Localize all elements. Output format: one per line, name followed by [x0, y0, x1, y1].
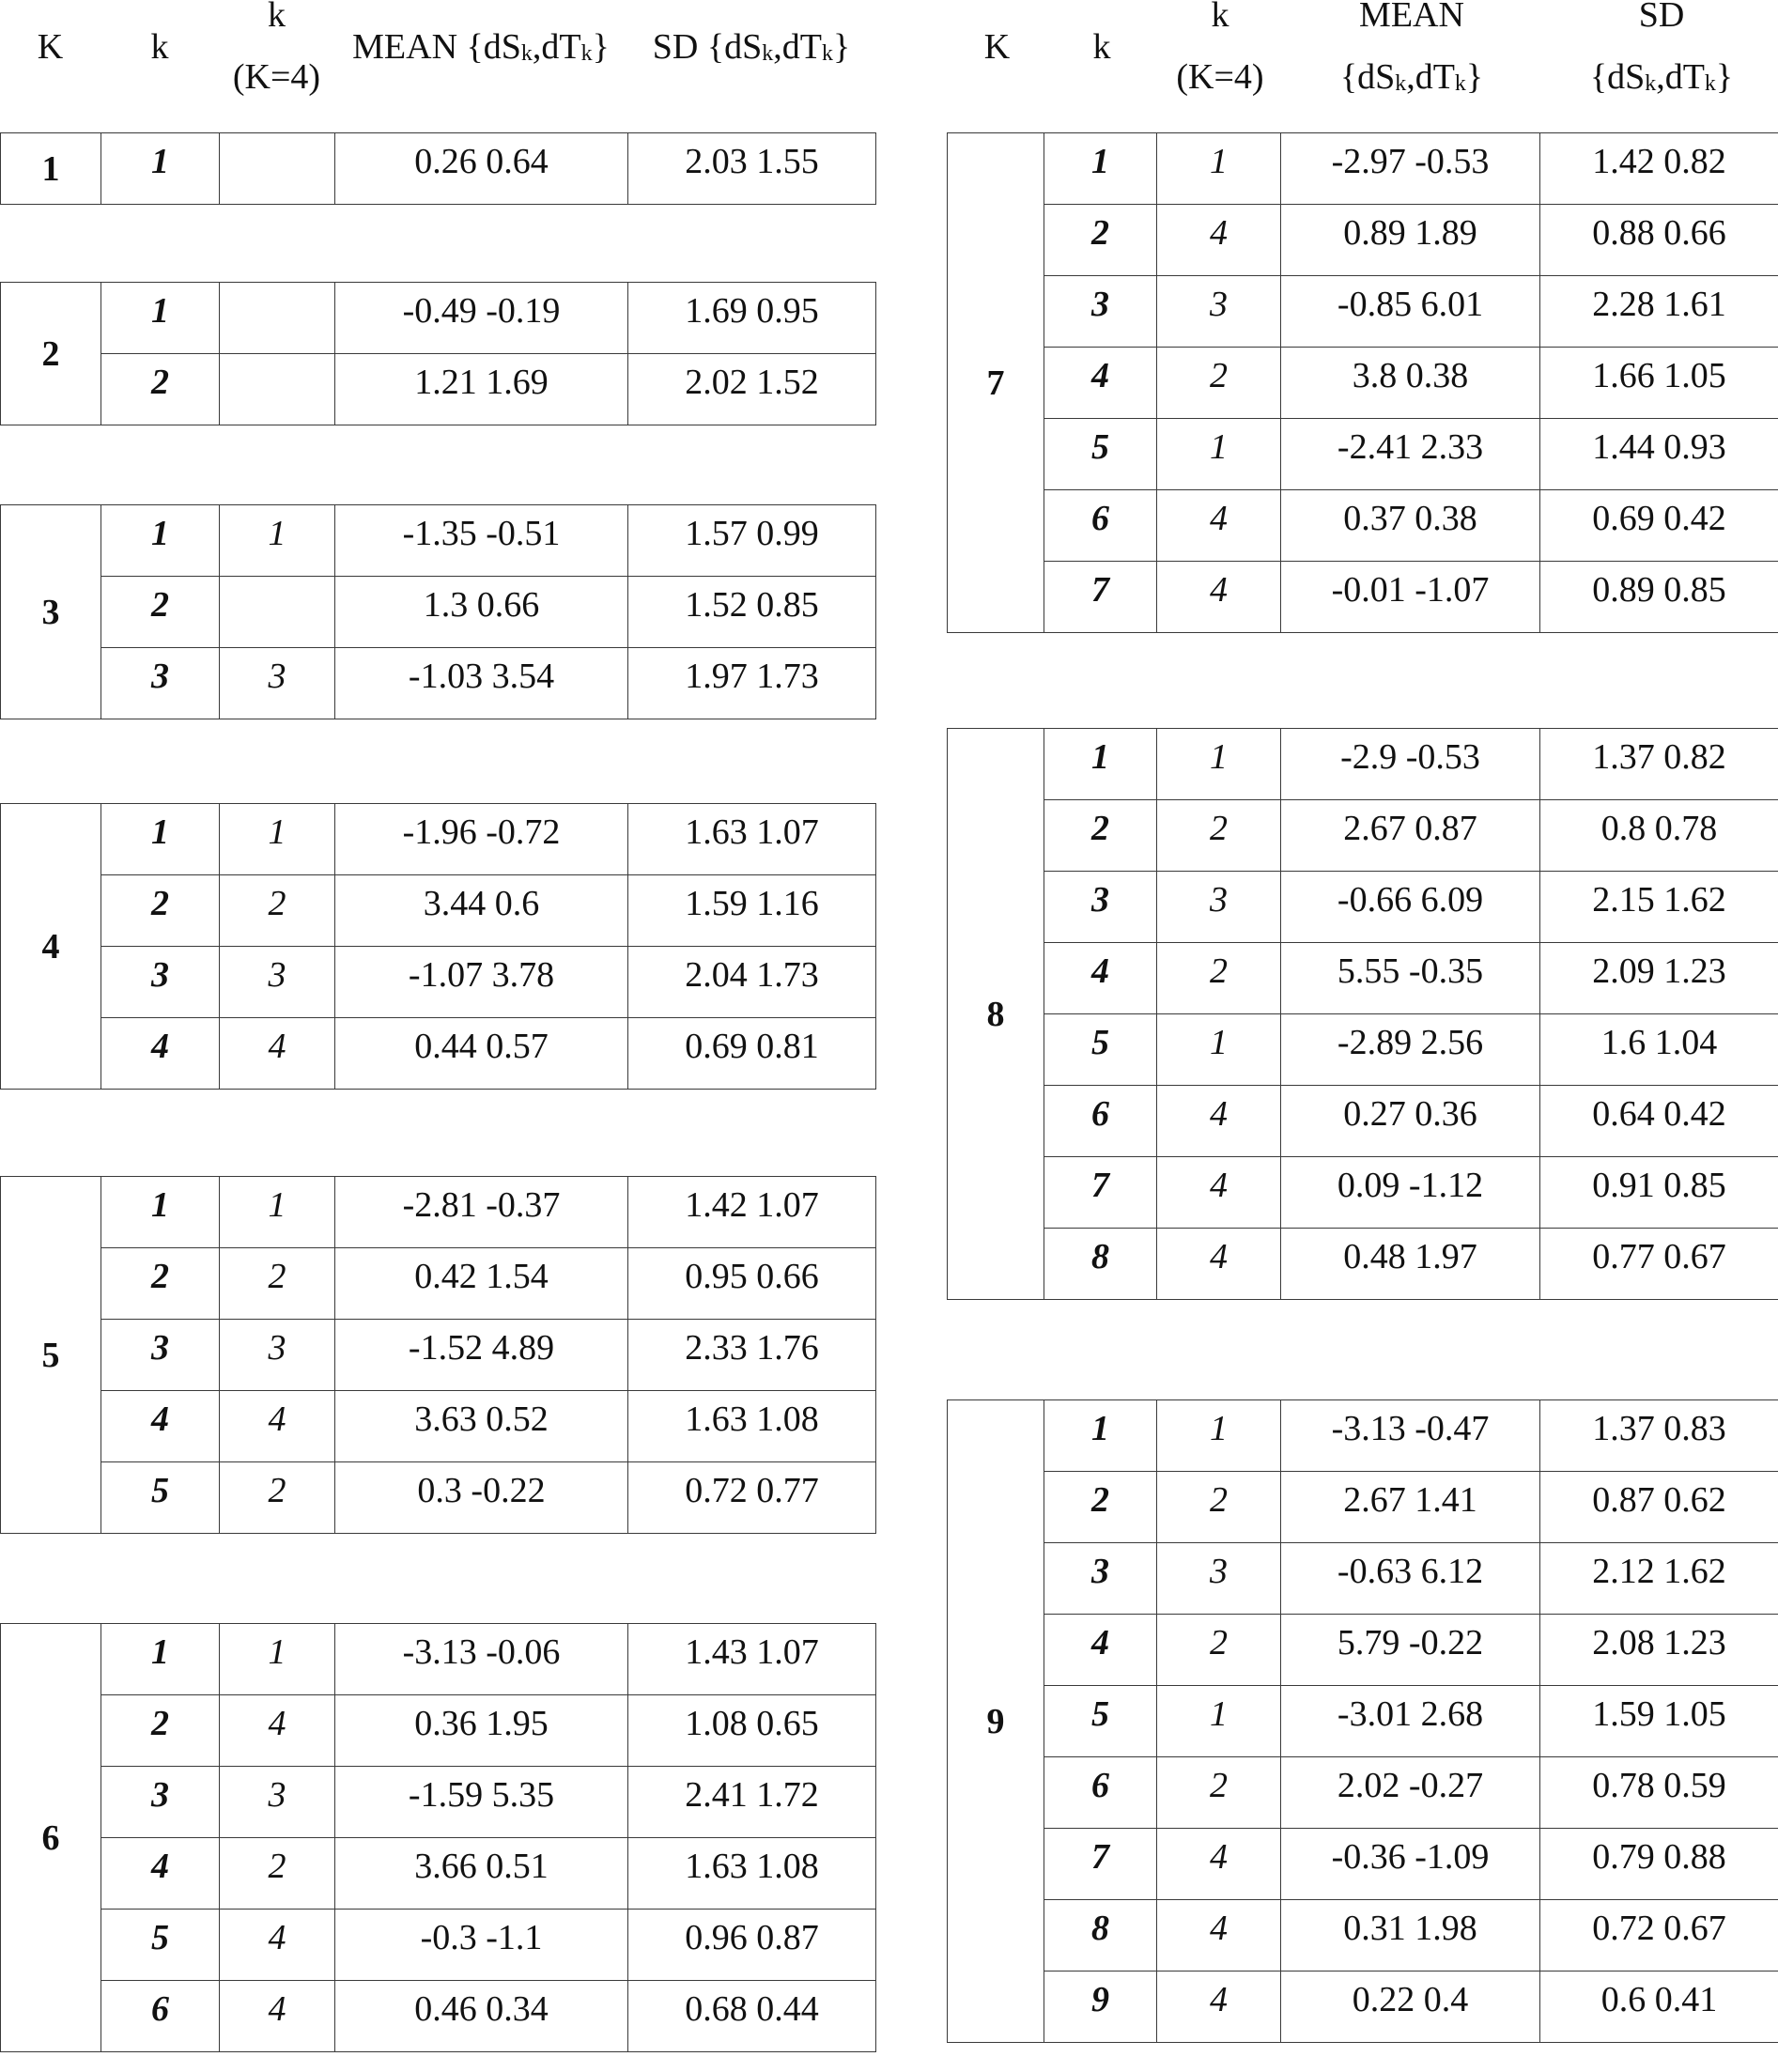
cell-mean: 3.8 0.38 [1281, 348, 1540, 419]
cell-sd: 1.66 1.05 [1540, 348, 1778, 419]
cell-sd: 1.44 0.93 [1540, 419, 1778, 490]
cell-mean: -0.85 6.01 [1281, 276, 1540, 348]
cell-k: 4 [101, 1391, 220, 1462]
table-row [948, 205, 1778, 276]
cell-k: 4 [101, 1838, 220, 1910]
table-row [948, 1615, 1778, 1686]
cell-k-K4: 1 [220, 1624, 335, 1695]
cell-sd: 2.28 1.61 [1540, 276, 1778, 348]
cell-sd: 2.02 1.52 [628, 354, 876, 425]
cell-k-K4: 4 [220, 1695, 335, 1767]
header-K-left: K [37, 27, 64, 67]
cell-k-K4 [220, 354, 335, 425]
header-k-right: k [1092, 27, 1111, 67]
cell-k-K4: 4 [1157, 1900, 1281, 1971]
cell-k: 3 [101, 947, 220, 1018]
cell-K: 3 [1, 505, 101, 719]
cell-k-K4: 1 [220, 1177, 335, 1248]
table-row [1, 354, 876, 425]
cell-mean: 0.37 0.38 [1281, 490, 1540, 562]
cell-k-K4: 1 [1157, 133, 1281, 205]
cell-mean: 2.67 1.41 [1281, 1472, 1540, 1543]
cell-k-K4: 4 [1157, 205, 1281, 276]
table-row [1, 1767, 876, 1838]
cell-k-K4: 1 [1157, 729, 1281, 800]
cell-k-K4 [220, 283, 335, 354]
cell-k: 2 [1044, 800, 1157, 872]
group-table-left-5 [0, 1176, 876, 1534]
header-sd-right: SD $\{dS_k,dT_k\}$ [1589, 0, 1734, 97]
cell-mean: 0.27 0.36 [1281, 1086, 1540, 1157]
cell-k-K4: 4 [1157, 1971, 1281, 2043]
cell-k: 4 [101, 1018, 220, 1090]
cell-sd: 0.95 0.66 [628, 1248, 876, 1320]
cell-sd: 0.77 0.67 [1540, 1229, 1778, 1300]
table-row [1, 1391, 876, 1462]
header-k4-left: k (K=4) [232, 0, 321, 97]
cell-k: 5 [1044, 1686, 1157, 1757]
cell-mean: 0.22 0.4 [1281, 1971, 1540, 2043]
cell-k: 4 [1044, 348, 1157, 419]
cell-sd: 0.69 0.81 [628, 1018, 876, 1090]
cell-sd: 0.78 0.59 [1540, 1757, 1778, 1829]
cell-mean: -0.66 6.09 [1281, 872, 1540, 943]
cell-mean: 0.46 0.34 [335, 1981, 628, 2052]
cell-k: 2 [1044, 205, 1157, 276]
cell-sd: 2.08 1.23 [1540, 1615, 1778, 1686]
cell-sd: 1.63 1.07 [628, 804, 876, 875]
cell-k: 1 [101, 505, 220, 577]
table-row [948, 490, 1778, 562]
cell-sd: 1.57 0.99 [628, 505, 876, 577]
cell-k-K4: 3 [1157, 276, 1281, 348]
cell-k: 5 [1044, 419, 1157, 490]
cell-sd: 0.64 0.42 [1540, 1086, 1778, 1157]
table-row [948, 729, 1778, 800]
cell-sd: 2.15 1.62 [1540, 872, 1778, 943]
cell-k-K4: 2 [1157, 1472, 1281, 1543]
table-row [1, 648, 876, 719]
header-k4-right: k (K=4) [1176, 0, 1264, 97]
cell-k: 6 [1044, 1086, 1157, 1157]
cell-sd: 0.6 0.41 [1540, 1971, 1778, 2043]
cell-k-K4: 3 [220, 1767, 335, 1838]
cell-k: 5 [101, 1910, 220, 1981]
cell-k-K4: 1 [1157, 1014, 1281, 1086]
cell-mean: 2.02 -0.27 [1281, 1757, 1540, 1829]
cell-sd: 1.42 1.07 [628, 1177, 876, 1248]
cell-sd: 1.63 1.08 [628, 1391, 876, 1462]
cell-sd: 0.72 0.77 [628, 1462, 876, 1534]
cell-k: 4 [1044, 943, 1157, 1014]
header-K-right: K [983, 27, 1011, 67]
cell-sd: 1.69 0.95 [628, 283, 876, 354]
cell-mean: 5.55 -0.35 [1281, 943, 1540, 1014]
cell-sd: 2.03 1.55 [628, 133, 876, 205]
group-table-left-2 [0, 282, 876, 425]
cell-sd: 0.96 0.87 [628, 1910, 876, 1981]
cell-k: 3 [101, 1320, 220, 1391]
cell-mean: 3.66 0.51 [335, 1838, 628, 1910]
cell-mean: -1.35 -0.51 [335, 505, 628, 577]
cell-k-K4: 4 [220, 1981, 335, 2052]
table-row [1, 1177, 876, 1248]
cell-k-K4: 3 [1157, 872, 1281, 943]
cell-mean: 0.42 1.54 [335, 1248, 628, 1320]
cell-k-K4: 2 [220, 875, 335, 947]
cell-K: 1 [1, 133, 101, 205]
cell-k-K4: 1 [220, 505, 335, 577]
header-sd-left: SD $\{dS_k,dT_k\}$ [652, 27, 851, 67]
cell-k: 1 [101, 1177, 220, 1248]
cell-mean: 0.89 1.89 [1281, 205, 1540, 276]
cell-k-K4 [220, 133, 335, 205]
table-row [948, 872, 1778, 943]
cell-mean: 0.31 1.98 [1281, 1900, 1540, 1971]
group-table-right-8 [947, 728, 1778, 1300]
cell-sd: 2.09 1.23 [1540, 943, 1778, 1014]
header-mean-left: MEAN $\{dS_k,dT_k\}$ [352, 27, 610, 67]
cell-K: 2 [1, 283, 101, 425]
cell-sd: 0.69 0.42 [1540, 490, 1778, 562]
cell-k-K4: 2 [1157, 348, 1281, 419]
table-row [948, 943, 1778, 1014]
cell-mean: -1.52 4.89 [335, 1320, 628, 1391]
cell-mean: -1.07 3.78 [335, 947, 628, 1018]
cell-k-K4: 2 [1157, 1757, 1281, 1829]
table-row [948, 562, 1778, 633]
cell-mean: 5.79 -0.22 [1281, 1615, 1540, 1686]
cell-sd: 1.59 1.16 [628, 875, 876, 947]
cell-k-K4: 1 [1157, 419, 1281, 490]
cell-k: 3 [1044, 276, 1157, 348]
cell-k: 7 [1044, 1829, 1157, 1900]
table-row [1, 505, 876, 577]
cell-mean: -0.49 -0.19 [335, 283, 628, 354]
table-row [948, 1472, 1778, 1543]
table-row [1, 577, 876, 648]
cell-sd: 1.59 1.05 [1540, 1686, 1778, 1757]
group-table-right-9 [947, 1399, 1778, 2043]
cell-k-K4: 4 [1157, 1157, 1281, 1229]
cell-k-K4: 4 [220, 1018, 335, 1090]
cell-mean: 0.26 0.64 [335, 133, 628, 205]
cell-sd: 1.43 1.07 [628, 1624, 876, 1695]
cell-k-K4: 1 [1157, 1400, 1281, 1472]
cell-sd: 1.6 1.04 [1540, 1014, 1778, 1086]
table-row [1, 875, 876, 947]
table-row [948, 1971, 1778, 2043]
cell-k-K4: 2 [220, 1248, 335, 1320]
cell-k: 3 [101, 1767, 220, 1838]
cell-k: 2 [101, 354, 220, 425]
group-table-left-6 [0, 1623, 876, 2052]
cell-sd: 1.37 0.83 [1540, 1400, 1778, 1472]
cell-k: 1 [1044, 729, 1157, 800]
cell-sd: 0.8 0.78 [1540, 800, 1778, 872]
cell-k-K4: 1 [1157, 1686, 1281, 1757]
cell-sd: 2.12 1.62 [1540, 1543, 1778, 1615]
cell-k: 5 [1044, 1014, 1157, 1086]
table-row [948, 1014, 1778, 1086]
cell-k-K4: 4 [1157, 1829, 1281, 1900]
cell-sd: 0.79 0.88 [1540, 1829, 1778, 1900]
cell-sd: 0.88 0.66 [1540, 205, 1778, 276]
cell-mean: 2.67 0.87 [1281, 800, 1540, 872]
table-row [1, 133, 876, 205]
cell-k-K4: 4 [1157, 1086, 1281, 1157]
cell-mean: -3.01 2.68 [1281, 1686, 1540, 1757]
cell-sd: 0.87 0.62 [1540, 1472, 1778, 1543]
group-table-left-4 [0, 803, 876, 1090]
table-row [948, 276, 1778, 348]
table-row [948, 800, 1778, 872]
cell-k: 5 [101, 1462, 220, 1534]
table-row [948, 1543, 1778, 1615]
cell-k-K4: 3 [220, 1320, 335, 1391]
cell-k-K4: 2 [220, 1838, 335, 1910]
cell-mean: 3.44 0.6 [335, 875, 628, 947]
table-row [948, 1157, 1778, 1229]
cell-mean: -0.01 -1.07 [1281, 562, 1540, 633]
table-row [948, 348, 1778, 419]
cell-sd: 1.52 0.85 [628, 577, 876, 648]
cell-sd: 2.04 1.73 [628, 947, 876, 1018]
table-row [1, 947, 876, 1018]
cell-k-K4: 2 [1157, 800, 1281, 872]
cell-K: 9 [948, 1400, 1044, 2043]
cell-k-K4: 4 [220, 1391, 335, 1462]
cell-mean: -2.81 -0.37 [335, 1177, 628, 1248]
cell-k-K4: 4 [1157, 562, 1281, 633]
cell-k-K4: 4 [1157, 1229, 1281, 1300]
table-row [1, 1695, 876, 1767]
cell-mean: -2.89 2.56 [1281, 1014, 1540, 1086]
cell-K: 5 [1, 1177, 101, 1534]
cell-sd: 1.37 0.82 [1540, 729, 1778, 800]
table-row [1, 1838, 876, 1910]
cell-K: 6 [1, 1624, 101, 2052]
cell-mean: -0.36 -1.09 [1281, 1829, 1540, 1900]
cell-k-K4: 4 [220, 1910, 335, 1981]
cell-k-K4 [220, 577, 335, 648]
table-row [1, 1248, 876, 1320]
header-mean-right: MEAN $\{dS_k,dT_k\}$ [1339, 0, 1484, 97]
cell-k-K4: 2 [1157, 1615, 1281, 1686]
table-row [1, 804, 876, 875]
cell-k: 1 [101, 133, 220, 205]
table-row [948, 1686, 1778, 1757]
group-table-left-3 [0, 504, 876, 719]
table-row [948, 1757, 1778, 1829]
cell-mean: -3.13 -0.47 [1281, 1400, 1540, 1472]
cell-k: 2 [101, 1695, 220, 1767]
group-table-left-1 [0, 132, 876, 205]
cell-k: 8 [1044, 1229, 1157, 1300]
cell-mean: -0.63 6.12 [1281, 1543, 1540, 1615]
cell-mean: -1.96 -0.72 [335, 804, 628, 875]
cell-k: 2 [1044, 1472, 1157, 1543]
cell-k-K4: 4 [1157, 490, 1281, 562]
cell-k: 4 [1044, 1615, 1157, 1686]
cell-mean: -2.97 -0.53 [1281, 133, 1540, 205]
cell-sd: 1.08 0.65 [628, 1695, 876, 1767]
table-row [948, 1229, 1778, 1300]
cell-sd: 0.89 0.85 [1540, 562, 1778, 633]
cell-K: 4 [1, 804, 101, 1090]
cell-mean: 1.21 1.69 [335, 354, 628, 425]
cell-k: 7 [1044, 562, 1157, 633]
cell-k: 2 [101, 875, 220, 947]
cell-mean: -2.41 2.33 [1281, 419, 1540, 490]
cell-mean: -1.03 3.54 [335, 648, 628, 719]
cell-mean: 0.48 1.97 [1281, 1229, 1540, 1300]
header-k-left: k [150, 27, 169, 67]
cell-mean: -2.9 -0.53 [1281, 729, 1540, 800]
cell-mean: 0.36 1.95 [335, 1695, 628, 1767]
group-table-right-7 [947, 132, 1778, 633]
cell-k: 1 [101, 804, 220, 875]
cell-K: 8 [948, 729, 1044, 1300]
cell-k: 1 [101, 1624, 220, 1695]
table-row [948, 1400, 1778, 1472]
table-row [1, 1624, 876, 1695]
cell-k-K4: 3 [1157, 1543, 1281, 1615]
cell-mean: 0.44 0.57 [335, 1018, 628, 1090]
cell-k: 7 [1044, 1157, 1157, 1229]
cell-sd: 1.97 1.73 [628, 648, 876, 719]
cell-sd: 2.33 1.76 [628, 1320, 876, 1391]
cell-k: 6 [1044, 490, 1157, 562]
cell-sd: 0.72 0.67 [1540, 1900, 1778, 1971]
cell-k: 9 [1044, 1971, 1157, 2043]
cell-k: 1 [101, 283, 220, 354]
cell-sd: 1.63 1.08 [628, 1838, 876, 1910]
cell-k: 3 [1044, 872, 1157, 943]
cell-k: 1 [1044, 133, 1157, 205]
cell-k-K4: 3 [220, 947, 335, 1018]
table-row [948, 1086, 1778, 1157]
cell-k: 6 [101, 1981, 220, 2052]
cell-k-K4: 3 [220, 648, 335, 719]
table-row [948, 1900, 1778, 1971]
cell-mean: 0.09 -1.12 [1281, 1157, 1540, 1229]
table-row [1, 1320, 876, 1391]
cell-k: 8 [1044, 1900, 1157, 1971]
cell-sd: 1.42 0.82 [1540, 133, 1778, 205]
cell-k-K4: 2 [220, 1462, 335, 1534]
cell-k-K4: 1 [220, 804, 335, 875]
table-row [1, 283, 876, 354]
cell-sd: 0.68 0.44 [628, 1981, 876, 2052]
table-row [948, 1829, 1778, 1900]
cell-k-K4: 2 [1157, 943, 1281, 1014]
cell-K: 7 [948, 133, 1044, 633]
cell-mean: 1.3 0.66 [335, 577, 628, 648]
table-row [1, 1462, 876, 1534]
cell-k: 3 [101, 648, 220, 719]
cell-k: 2 [101, 577, 220, 648]
cell-k: 2 [101, 1248, 220, 1320]
cell-mean: 3.63 0.52 [335, 1391, 628, 1462]
cell-mean: -0.3 -1.1 [335, 1910, 628, 1981]
cell-k: 1 [1044, 1400, 1157, 1472]
table-row [1, 1018, 876, 1090]
table-row [948, 419, 1778, 490]
cell-sd: 2.41 1.72 [628, 1767, 876, 1838]
cell-mean: -3.13 -0.06 [335, 1624, 628, 1695]
cell-sd: 0.91 0.85 [1540, 1157, 1778, 1229]
cell-mean: 0.3 -0.22 [335, 1462, 628, 1534]
cell-mean: -1.59 5.35 [335, 1767, 628, 1838]
table-row [1, 1981, 876, 2052]
cell-k: 3 [1044, 1543, 1157, 1615]
cell-k: 6 [1044, 1757, 1157, 1829]
table-row [1, 1910, 876, 1981]
table-row [948, 133, 1778, 205]
